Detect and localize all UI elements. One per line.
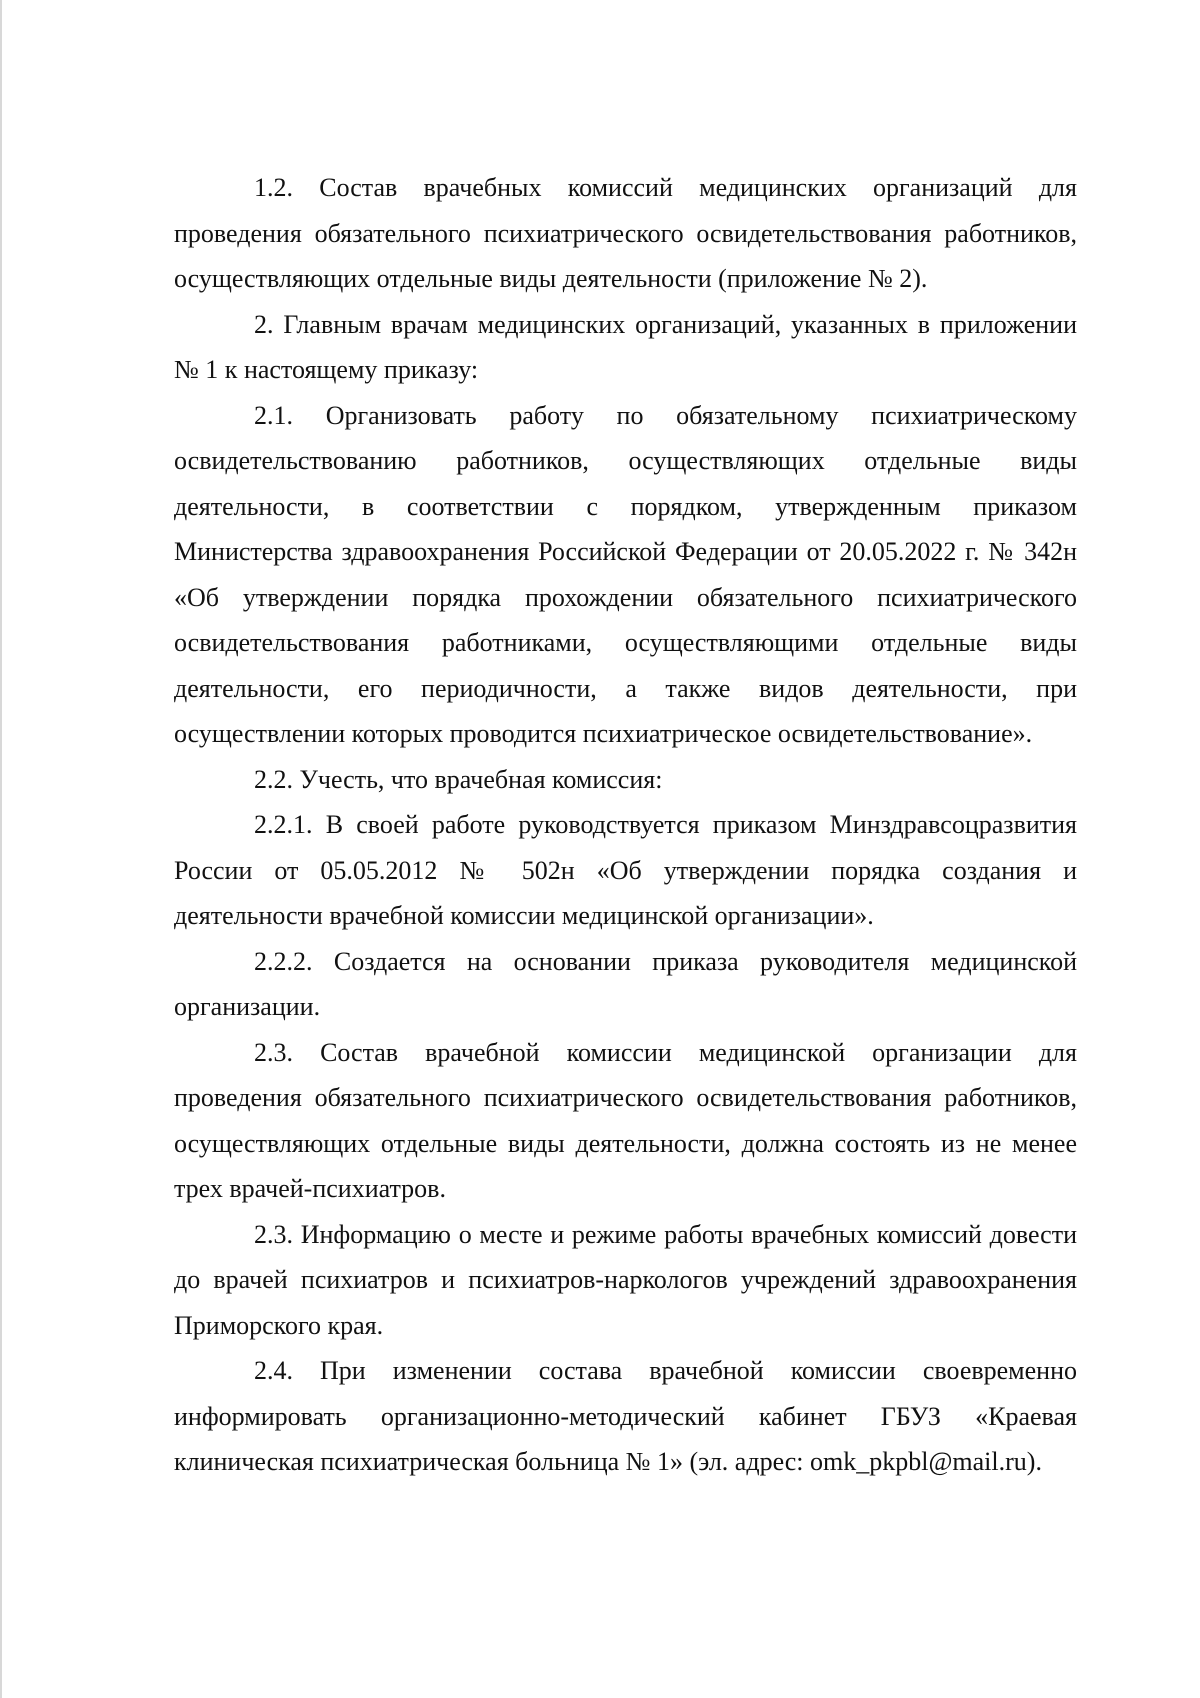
- paragraph-2-2: 2.2. Учесть, что врачебная комиссия:: [254, 764, 663, 794]
- paragraph-2-1: 2.1. Организовать работу по обязательному психиатрическому освидетельствованию работников, осуществляющих отдельные виды деятельности, в соответствии с порядком, утвержденным приказом Министерства здравоохранения Российской Федерации от 20.05.2022 г. № 342н «Об утверждении порядка прохождении обязательного психиатрического освидетельствования работниками, осуществляющими отдельные виды деятельности, его периодичности, а также видов деятельности, при осуществлении которых проводится психиатрическое освидетельствование».: [174, 400, 1077, 748]
- scan-edge: [0, 0, 2, 1698]
- paragraph-2-3-information: 2.3. Информацию о месте и режиме работы врачебных комиссий довести до врачей психиатров и психиатров-наркологов учреждений здравоохранения Приморского края.: [174, 1219, 1077, 1340]
- paragraph-2-4: 2.4. При изменении состава врачебной комиссии своевременно информировать организационно-методический кабинет ГБУЗ «Краевая клиническая психиатрическая больница № 1» (эл. адрес: omk_pkpbl@mail.ru).: [174, 1356, 1077, 1476]
- paragraph-2-2-2: 2.2.2. Создается на основании приказа руководителя медицинской организации.: [174, 946, 1077, 1021]
- paragraph-2: 2. Главным врачам медицинских организаций, указанных в приложении № 1 к настоящему приказу:: [174, 309, 1077, 384]
- paragraph-2-2-1: 2.2.1. В своей работе руководствуется приказом Минздравсоцразвития России от 05.05.2012 № 502н «Об утверждении порядка создания и деятельности врачебной комиссии медицинской организации».: [174, 810, 1077, 930]
- document-body: [174, 165, 1077, 1485]
- paragraph-2-3-composition: 2.3. Состав врачебной комиссии медицинской организации для проведения обязательного психиатрического освидетельствования работников, осуществляющих отдельные виды деятельности, должна состоять из не менее трех врачей-психиатров.: [174, 1037, 1077, 1203]
- paragraph-1-2: 1.2. Состав врачебных комиссий медицинских организаций для проведения обязательного психиатрического освидетельствования работников, осуществляющих отдельные виды деятельности (приложение № 2).: [174, 173, 1077, 293]
